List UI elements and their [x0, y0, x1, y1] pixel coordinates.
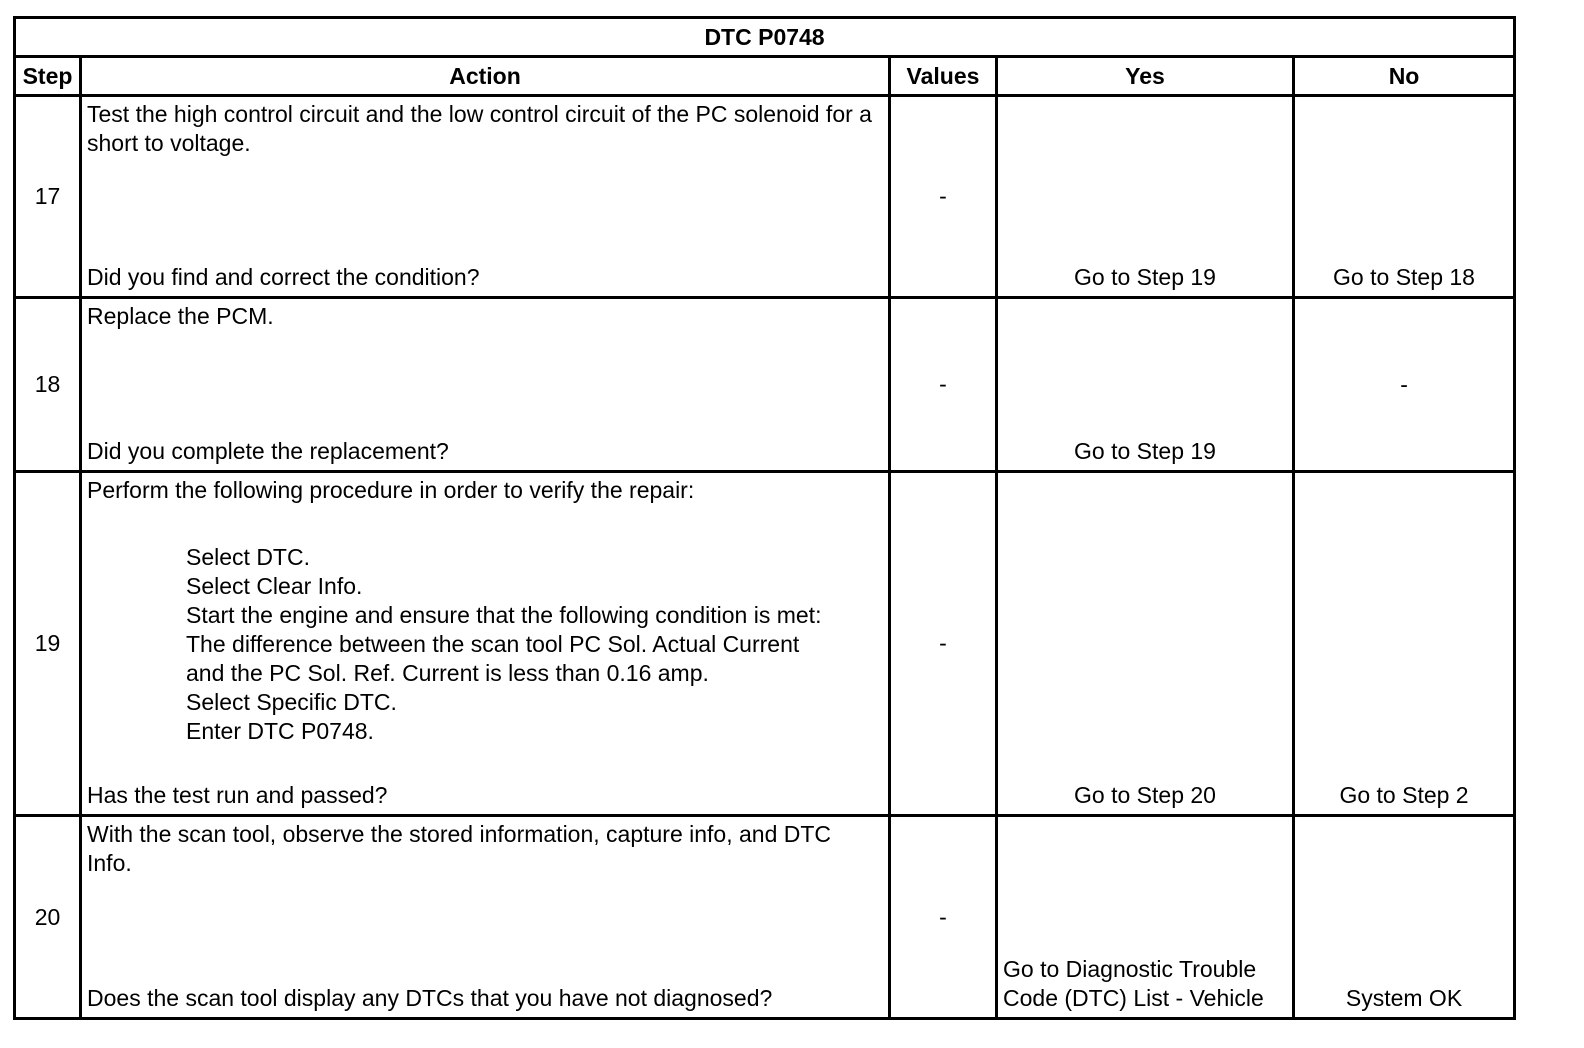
action-cell	[81, 816, 890, 1019]
title-row	[15, 18, 1515, 57]
table-row	[15, 96, 1515, 298]
yes-result: Go to Step 19	[1074, 264, 1216, 290]
no-result: Go to Step 18	[1333, 264, 1475, 290]
yes-result: Go to Diagnostic Trouble Code (DTC) List - Vehicle	[1003, 956, 1264, 1011]
values-cell: -	[890, 816, 997, 1019]
list-item: The difference between the scan tool PC Sol. Actual Current	[186, 631, 800, 657]
yes-cell	[997, 816, 1294, 1019]
header-step: Step	[15, 57, 81, 96]
list-item: Select Clear Info.	[186, 573, 363, 599]
yes-cell	[997, 96, 1294, 298]
step-cell: 19	[15, 472, 81, 816]
table-row	[15, 472, 1515, 816]
list-item: Select DTC.	[186, 544, 310, 570]
step-cell: 17	[15, 96, 81, 298]
action-question: Did you find and correct the condition?	[87, 264, 480, 290]
values-cell: -	[890, 298, 997, 472]
action-text: Replace the PCM.	[87, 303, 274, 329]
header-row	[15, 57, 1515, 96]
no-cell	[1294, 96, 1515, 298]
action-question: Does the scan tool display any DTCs that you have not diagnosed?	[87, 985, 773, 1011]
table-title: DTC P0748	[15, 18, 1515, 57]
action-cell	[81, 96, 890, 298]
no-cell	[1294, 472, 1515, 816]
dtc-table	[13, 16, 1516, 1020]
procedure-list	[87, 543, 882, 746]
step-cell: 20	[15, 816, 81, 1019]
yes-cell	[997, 298, 1294, 472]
action-text: Perform the following procedure in order to verify the repair:	[87, 477, 695, 503]
yes-result: Go to Step 20	[1074, 782, 1216, 808]
values-cell: -	[890, 472, 997, 816]
list-item: Start the engine and ensure that the following condition is met:	[186, 602, 822, 628]
step-cell: 18	[15, 298, 81, 472]
table-row	[15, 298, 1515, 472]
yes-cell	[997, 472, 1294, 816]
action-text: Test the high control circuit and the low control circuit of the PC solenoid for a short to voltage.	[87, 101, 872, 156]
list-item: and the PC Sol. Ref. Current is less than 0.16 amp.	[186, 660, 709, 686]
action-text-block	[87, 476, 882, 746]
no-result: System OK	[1345, 985, 1463, 1011]
action-text: With the scan tool, observe the stored information, capture info, and DTC Info.	[87, 821, 832, 876]
no-result: Go to Step 2	[1339, 782, 1469, 808]
header-values: Values	[890, 57, 997, 96]
no-cell	[1294, 816, 1515, 1019]
no-result: -	[1400, 371, 1408, 397]
action-question: Has the test run and passed?	[87, 782, 388, 808]
table-row	[15, 816, 1515, 1019]
action-question: Did you complete the replacement?	[87, 438, 449, 464]
header-yes: Yes	[997, 57, 1294, 96]
header-action: Action	[81, 57, 890, 96]
action-cell	[81, 472, 890, 816]
yes-result: Go to Step 19	[1074, 438, 1216, 464]
list-item: Select Specific DTC.	[186, 689, 397, 715]
values-cell: -	[890, 96, 997, 298]
header-no: No	[1294, 57, 1515, 96]
action-cell	[81, 298, 890, 472]
no-cell	[1294, 298, 1515, 472]
list-item: Enter DTC P0748.	[186, 718, 374, 744]
